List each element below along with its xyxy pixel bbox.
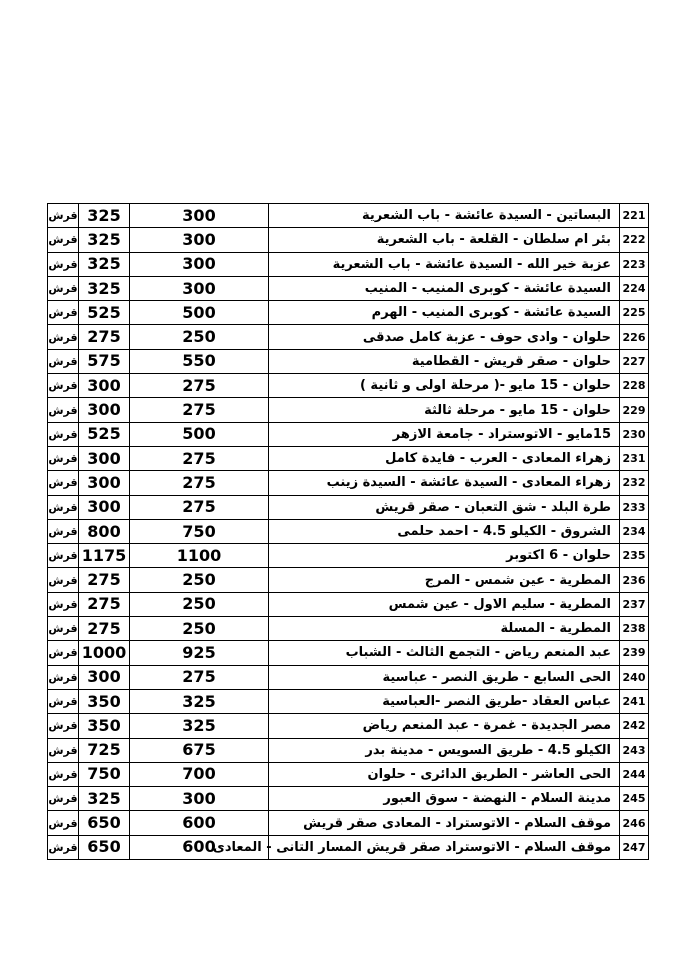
line-number-cell: 244 xyxy=(620,762,649,786)
currency-unit-cell: قرش xyxy=(48,374,79,398)
route-cell: زهراء المعادى - السيدة عائشة - السيدة زينب xyxy=(269,471,620,495)
line-number-cell: 223 xyxy=(620,252,649,276)
old-fare-cell: 275 xyxy=(130,665,269,689)
table-row xyxy=(48,495,649,519)
route-cell: الشروق - الكيلو 4.5 - احمد حلمى xyxy=(269,519,620,543)
old-fare-cell: 750 xyxy=(130,519,269,543)
table-row xyxy=(48,325,649,349)
new-fare-cell: 300 xyxy=(79,665,130,689)
old-fare-cell: 550 xyxy=(130,349,269,373)
table-row xyxy=(48,228,649,252)
table-row xyxy=(48,374,649,398)
line-number-cell: 246 xyxy=(620,811,649,835)
line-number-cell: 232 xyxy=(620,471,649,495)
new-fare-cell: 325 xyxy=(79,276,130,300)
old-fare-cell: 250 xyxy=(130,592,269,616)
line-number-cell: 234 xyxy=(620,519,649,543)
line-number-cell: 231 xyxy=(620,446,649,470)
currency-unit-cell: قرش xyxy=(48,641,79,665)
table-row xyxy=(48,787,649,811)
route-cell: مدينة السلام - النهضة - سوق العبور xyxy=(269,787,620,811)
line-number-cell: 233 xyxy=(620,495,649,519)
currency-unit-cell: قرش xyxy=(48,811,79,835)
old-fare-cell: 300 xyxy=(130,787,269,811)
line-number-cell: 224 xyxy=(620,276,649,300)
route-cell: طرة البلد - شق التعبان - صقر قريش xyxy=(269,495,620,519)
table-row xyxy=(48,544,649,568)
currency-unit-cell: قرش xyxy=(48,787,79,811)
old-fare-cell: 1100 xyxy=(130,544,269,568)
currency-unit-cell: قرش xyxy=(48,738,79,762)
table-row xyxy=(48,398,649,422)
table-row xyxy=(48,301,649,325)
line-number-cell: 247 xyxy=(620,835,649,859)
table-row xyxy=(48,811,649,835)
table-row xyxy=(48,617,649,641)
new-fare-cell: 750 xyxy=(79,762,130,786)
line-number-cell: 245 xyxy=(620,787,649,811)
currency-unit-cell: قرش xyxy=(48,665,79,689)
new-fare-cell: 350 xyxy=(79,714,130,738)
route-cell: حلوان - 15 مايو -( مرحلة اولى و ثانية ) xyxy=(269,374,620,398)
new-fare-cell: 575 xyxy=(79,349,130,373)
new-fare-cell: 650 xyxy=(79,811,130,835)
route-cell: حلوان - 6 اكتوبر xyxy=(269,544,620,568)
currency-unit-cell: قرش xyxy=(48,349,79,373)
line-number-cell: 243 xyxy=(620,738,649,762)
currency-unit-cell: قرش xyxy=(48,204,79,228)
currency-unit-cell: قرش xyxy=(48,835,79,859)
new-fare-cell: 325 xyxy=(79,252,130,276)
fare-table xyxy=(47,203,649,860)
currency-unit-cell: قرش xyxy=(48,471,79,495)
table-row xyxy=(48,689,649,713)
table-row xyxy=(48,738,649,762)
new-fare-cell: 525 xyxy=(79,422,130,446)
route-cell: عزبة خير الله - السيدة عائشة - باب الشعرية xyxy=(269,252,620,276)
old-fare-cell: 300 xyxy=(130,276,269,300)
old-fare-cell: 700 xyxy=(130,762,269,786)
new-fare-cell: 275 xyxy=(79,325,130,349)
route-cell: البساتين - السيدة عائشة - باب الشعرية xyxy=(269,204,620,228)
line-number-cell: 237 xyxy=(620,592,649,616)
currency-unit-cell: قرش xyxy=(48,592,79,616)
new-fare-cell: 525 xyxy=(79,301,130,325)
route-cell: حلوان - وادى حوف - عزبة كامل صدقى xyxy=(269,325,620,349)
table-row xyxy=(48,568,649,592)
fare-table-body xyxy=(48,204,649,860)
currency-unit-cell: قرش xyxy=(48,228,79,252)
table-row xyxy=(48,665,649,689)
old-fare-cell: 500 xyxy=(130,301,269,325)
route-cell: مصر الجديدة - غمرة - عبد المنعم رياض xyxy=(269,714,620,738)
new-fare-cell: 1175 xyxy=(79,544,130,568)
route-cell: السيدة عائشة - كوبرى المنيب - الهرم xyxy=(269,301,620,325)
currency-unit-cell: قرش xyxy=(48,519,79,543)
table-row xyxy=(48,762,649,786)
route-cell: 15مايو - الاتوستراد - جامعة الازهر xyxy=(269,422,620,446)
currency-unit-cell: قرش xyxy=(48,446,79,470)
route-cell: موقف السلام - الاتوستراد صقر قريش المسار التانى - المعادى xyxy=(269,835,620,859)
currency-unit-cell: قرش xyxy=(48,617,79,641)
line-number-cell: 239 xyxy=(620,641,649,665)
line-number-cell: 240 xyxy=(620,665,649,689)
new-fare-cell: 300 xyxy=(79,374,130,398)
line-number-cell: 221 xyxy=(620,204,649,228)
table-row xyxy=(48,714,649,738)
old-fare-cell: 300 xyxy=(130,252,269,276)
old-fare-cell: 325 xyxy=(130,689,269,713)
new-fare-cell: 350 xyxy=(79,689,130,713)
currency-unit-cell: قرش xyxy=(48,689,79,713)
currency-unit-cell: قرش xyxy=(48,762,79,786)
table-row xyxy=(48,471,649,495)
new-fare-cell: 325 xyxy=(79,228,130,252)
old-fare-cell: 275 xyxy=(130,446,269,470)
table-row xyxy=(48,519,649,543)
route-cell: المطرية - عين شمس - المرج xyxy=(269,568,620,592)
old-fare-cell: 250 xyxy=(130,568,269,592)
line-number-cell: 226 xyxy=(620,325,649,349)
old-fare-cell: 300 xyxy=(130,228,269,252)
table-row xyxy=(48,252,649,276)
new-fare-cell: 725 xyxy=(79,738,130,762)
old-fare-cell: 600 xyxy=(130,835,269,859)
currency-unit-cell: قرش xyxy=(48,301,79,325)
table-row xyxy=(48,641,649,665)
line-number-cell: 242 xyxy=(620,714,649,738)
route-cell: الحى العاشر - الطريق الدائرى - حلوان xyxy=(269,762,620,786)
route-cell: المطرية - المسلة xyxy=(269,617,620,641)
line-number-cell: 241 xyxy=(620,689,649,713)
table-row xyxy=(48,422,649,446)
currency-unit-cell: قرش xyxy=(48,544,79,568)
old-fare-cell: 600 xyxy=(130,811,269,835)
line-number-cell: 225 xyxy=(620,301,649,325)
line-number-cell: 227 xyxy=(620,349,649,373)
line-number-cell: 236 xyxy=(620,568,649,592)
old-fare-cell: 275 xyxy=(130,495,269,519)
old-fare-cell: 925 xyxy=(130,641,269,665)
currency-unit-cell: قرش xyxy=(48,568,79,592)
route-cell: عباس العقاد -طريق النصر -العباسية xyxy=(269,689,620,713)
new-fare-cell: 650 xyxy=(79,835,130,859)
currency-unit-cell: قرش xyxy=(48,276,79,300)
currency-unit-cell: قرش xyxy=(48,398,79,422)
currency-unit-cell: قرش xyxy=(48,252,79,276)
new-fare-cell: 300 xyxy=(79,471,130,495)
route-cell: بئر ام سلطان - القلعة - باب الشعرية xyxy=(269,228,620,252)
currency-unit-cell: قرش xyxy=(48,422,79,446)
old-fare-cell: 250 xyxy=(130,325,269,349)
new-fare-cell: 300 xyxy=(79,446,130,470)
old-fare-cell: 250 xyxy=(130,617,269,641)
line-number-cell: 235 xyxy=(620,544,649,568)
new-fare-cell: 275 xyxy=(79,592,130,616)
line-number-cell: 228 xyxy=(620,374,649,398)
old-fare-cell: 500 xyxy=(130,422,269,446)
route-cell: السيدة عائشة - كوبرى المنيب - المنيب xyxy=(269,276,620,300)
old-fare-cell: 275 xyxy=(130,471,269,495)
currency-unit-cell: قرش xyxy=(48,495,79,519)
new-fare-cell: 300 xyxy=(79,495,130,519)
new-fare-cell: 325 xyxy=(79,787,130,811)
line-number-cell: 238 xyxy=(620,617,649,641)
table-row xyxy=(48,446,649,470)
route-cell: عبد المنعم رياض - التجمع الثالث - الشباب xyxy=(269,641,620,665)
new-fare-cell: 300 xyxy=(79,398,130,422)
new-fare-cell: 275 xyxy=(79,617,130,641)
line-number-cell: 230 xyxy=(620,422,649,446)
old-fare-cell: 275 xyxy=(130,374,269,398)
new-fare-cell: 325 xyxy=(79,204,130,228)
line-number-cell: 229 xyxy=(620,398,649,422)
route-cell: حلوان - صقر قريش - القطامية xyxy=(269,349,620,373)
route-cell: زهراء المعادى - العرب - فايدة كامل xyxy=(269,446,620,470)
line-number-cell: 222 xyxy=(620,228,649,252)
currency-unit-cell: قرش xyxy=(48,325,79,349)
old-fare-cell: 275 xyxy=(130,398,269,422)
route-cell: المطرية - سليم الاول - عين شمس xyxy=(269,592,620,616)
table-row xyxy=(48,276,649,300)
route-cell: الكيلو 4.5 - طريق السويس - مدينة بدر xyxy=(269,738,620,762)
currency-unit-cell: قرش xyxy=(48,714,79,738)
route-cell: موقف السلام - الاتوستراد - المعادى صقر قريش xyxy=(269,811,620,835)
new-fare-cell: 1000 xyxy=(79,641,130,665)
old-fare-cell: 675 xyxy=(130,738,269,762)
table-row xyxy=(48,349,649,373)
table-row xyxy=(48,204,649,228)
table-row xyxy=(48,592,649,616)
route-cell: الحى السابع - طريق النصر - عباسية xyxy=(269,665,620,689)
table-row xyxy=(48,835,649,859)
new-fare-cell: 800 xyxy=(79,519,130,543)
new-fare-cell: 275 xyxy=(79,568,130,592)
route-cell: حلوان - 15 مايو - مرحلة ثالثة xyxy=(269,398,620,422)
old-fare-cell: 300 xyxy=(130,204,269,228)
old-fare-cell: 325 xyxy=(130,714,269,738)
